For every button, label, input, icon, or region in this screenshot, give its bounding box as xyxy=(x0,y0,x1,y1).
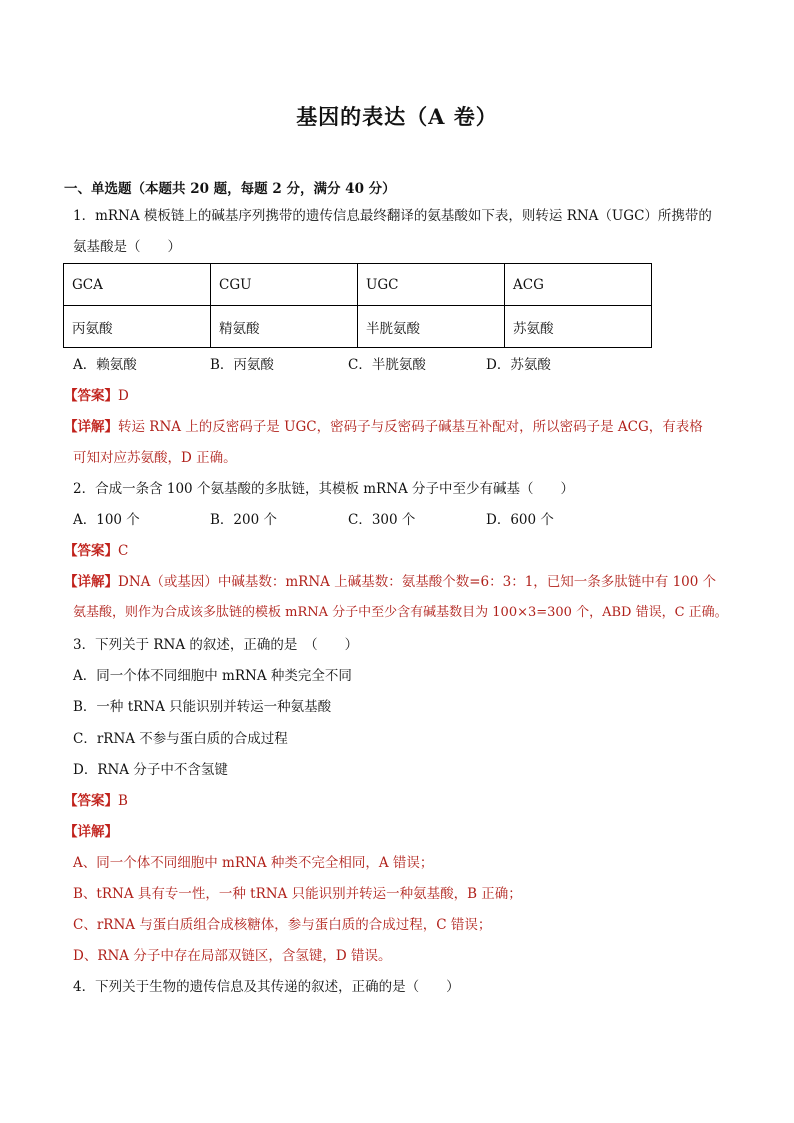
q3-detail-a: A、同一个体不同细胞中 mRNA 种类不完全相同，A 错误； xyxy=(73,855,434,871)
table-cell: UGC xyxy=(358,264,505,306)
detail-text: 转运 RNA 上的反密码子是 UGC，密码子与反密码子碱基互补配对，所以密码子是 ACG，有表格 xyxy=(118,419,703,435)
table-cell: 半胱氨酸 xyxy=(358,306,505,348)
q3-stem: 3．下列关于 RNA 的叙述，正确的是 （ ） xyxy=(73,637,359,653)
q2-option-d: D．600 个 xyxy=(486,512,554,528)
q1-stem-line2: 氨基酸是（ ） xyxy=(73,239,181,255)
codon-table xyxy=(63,263,652,348)
q2-answer xyxy=(64,542,128,560)
q1-option-a: A．赖氨酸 xyxy=(73,357,137,373)
q1-stem-line1: 1．mRNA 模板链上的碱基序列携带的遗传信息最终翻译的氨基酸如下表，则转运 RNA（UGC）所携带的 xyxy=(73,208,712,224)
answer-value: D xyxy=(118,388,129,404)
q2-detail-line1 xyxy=(64,573,716,591)
table-cell: CGU xyxy=(211,264,358,306)
q3-answer xyxy=(64,792,128,810)
q1-answer xyxy=(64,387,129,405)
q1-detail-line2: 可知对应苏氨酸，D 正确。 xyxy=(73,450,237,466)
q2-option-a: A．100 个 xyxy=(73,512,140,528)
q1-option-b: B．丙氨酸 xyxy=(210,357,274,373)
q3-option-d: D．RNA 分子中不含氢键 xyxy=(73,762,228,778)
q2-option-c: C．300 个 xyxy=(348,512,416,528)
table-cell: GCA xyxy=(64,264,211,306)
detail-text: DNA（或基因）中碱基数：mRNA 上碱基数：氨基酸个数=6：3：1，已知一条多肽链中有 100 个 xyxy=(118,574,717,590)
q1-detail-line1 xyxy=(64,418,703,436)
detail-tag: 【详解】 xyxy=(64,574,118,590)
q2-options xyxy=(73,511,554,529)
q3-detail-b: B、tRNA 具有专一性，一种 tRNA 只能识别并转运一种氨基酸，B 正确； xyxy=(73,886,522,902)
q1-options xyxy=(73,356,551,374)
table-cell: 精氨酸 xyxy=(211,306,358,348)
table-cell: ACG xyxy=(505,264,652,306)
q3-option-c: C．rRNA 不参与蛋白质的合成过程 xyxy=(73,731,288,747)
detail-tag: 【详解】 xyxy=(64,419,118,435)
table-row xyxy=(64,306,652,348)
q3-detail-d: D、RNA 分子中存在局部双链区，含氢键，D 错误。 xyxy=(73,948,392,964)
table-row xyxy=(64,264,652,306)
q2-stem: 2．合成一条含 100 个氨基酸的多肽链，其模板 mRNA 分子中至少有碱基（ ） xyxy=(73,481,575,497)
answer-tag: 【答案】 xyxy=(64,388,118,404)
page-title: 基因的表达（A 卷） xyxy=(296,104,498,129)
answer-tag: 【答案】 xyxy=(64,543,118,559)
q2-detail-line2: 氨基酸，则作为合成该多肽链的模板 mRNA 分子中至少含有碱基数目为 100×3=300 个，ABD 错误，C 正确。 xyxy=(73,605,728,620)
q3-option-b: B．一种 tRNA 只能识别并转运一种氨基酸 xyxy=(73,699,332,715)
table-cell: 丙氨酸 xyxy=(64,306,211,348)
answer-value: C xyxy=(118,543,129,559)
q3-option-a: A．同一个体不同细胞中 mRNA 种类完全不同 xyxy=(73,668,352,684)
answer-tag: 【答案】 xyxy=(64,793,118,809)
section-heading: 一、单选题（本题共 20 题，每题 2 分，满分 40 分） xyxy=(64,181,396,197)
table-cell: 苏氨酸 xyxy=(505,306,652,348)
q3-detail-c: C、rRNA 与蛋白质组合成核糖体，参与蛋白质的合成过程，C 错误； xyxy=(73,917,492,933)
q1-option-c: C．半胱氨酸 xyxy=(348,357,426,373)
q3-detail-tag: 【详解】 xyxy=(64,824,118,840)
q1-option-d: D．苏氨酸 xyxy=(486,357,551,373)
q2-option-b: B．200 个 xyxy=(210,512,277,528)
q4-stem: 4．下列关于生物的遗传信息及其传递的叙述，正确的是（ ） xyxy=(73,979,460,995)
answer-value: B xyxy=(118,793,128,809)
